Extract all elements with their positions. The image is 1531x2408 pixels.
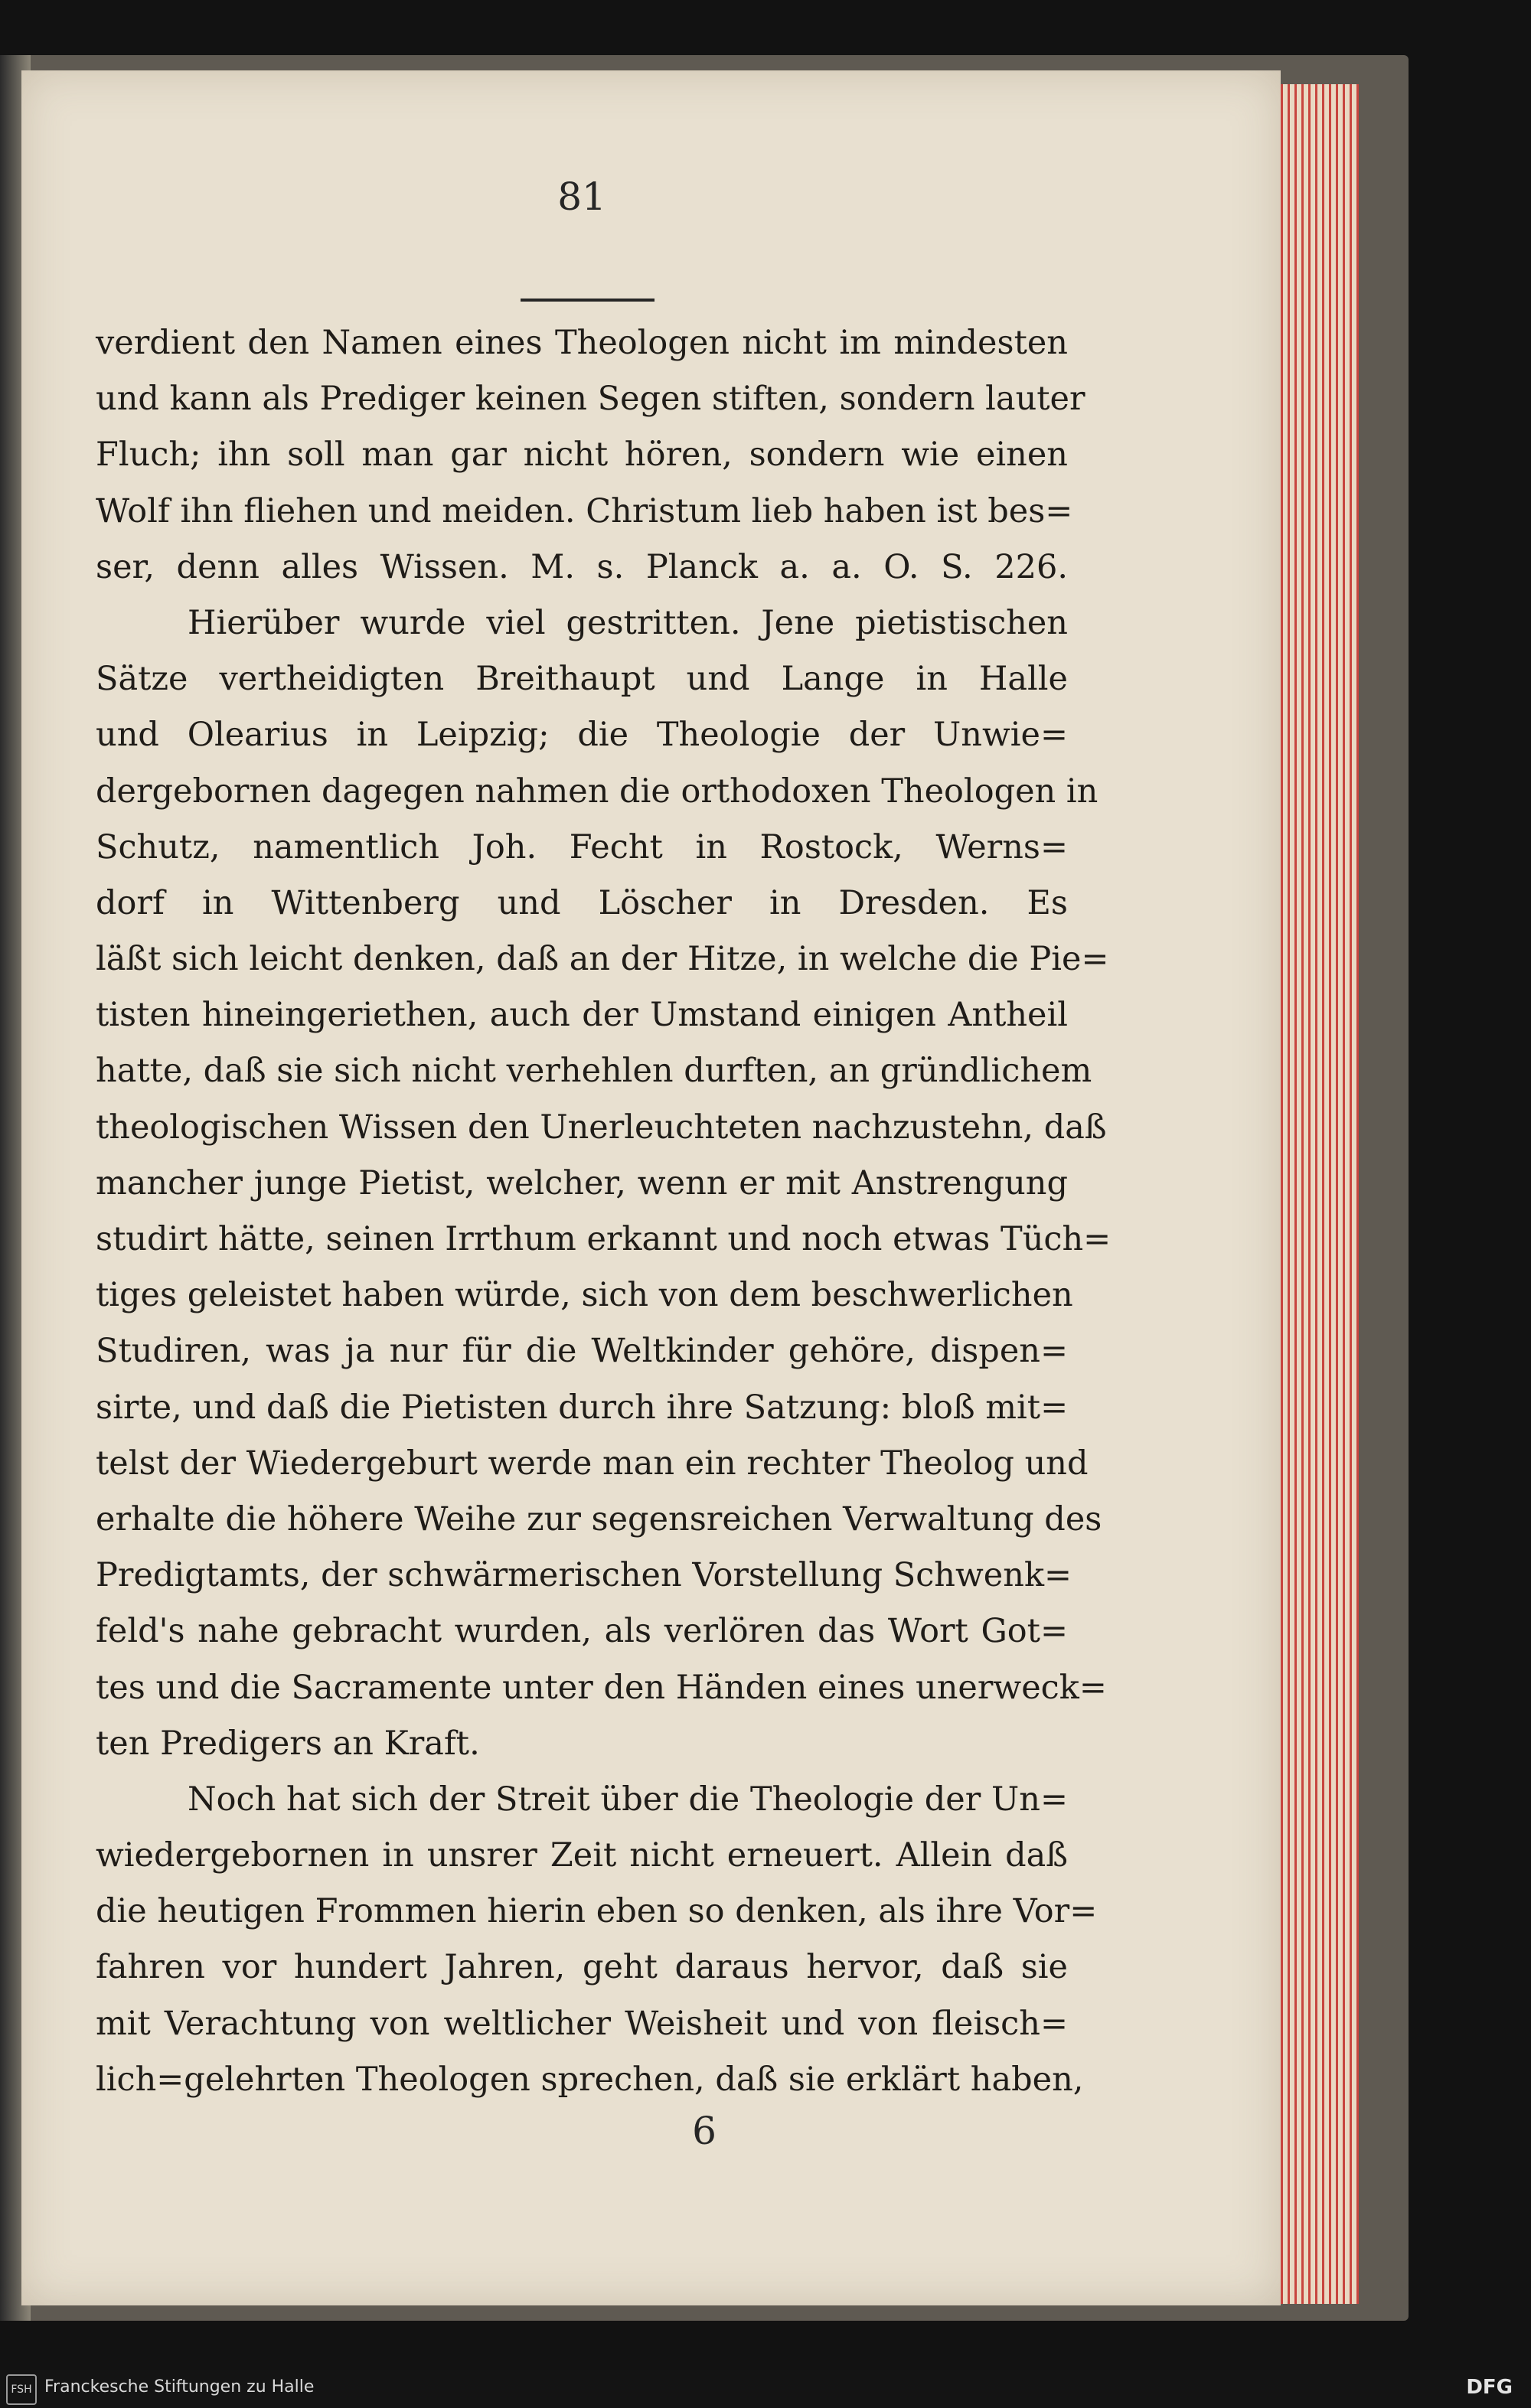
text-line: die heutigen Frommen hierin eben so denken, als ihre Vor= (96, 1892, 1098, 1931)
institution-logo-icon: FSH (6, 2374, 37, 2405)
text-line: tes und die Sacramente unter den Händen eines unerweck= (96, 1668, 1107, 1707)
text-line: Noch hat sich der Streit über die Theologie der Un= (188, 1780, 1068, 1819)
text-line: Studiren, was ja nur für die Weltkinder gehöre, dispen= (96, 1332, 1068, 1371)
text-line: Wolf ihn fliehen und meiden. Christum lieb haben ist bes= (96, 491, 1073, 530)
text-line: Fluch; ihn soll man gar nicht hören, sondern wie einen (96, 436, 1068, 475)
text-line: ser, denn alles Wissen. M. s. Planck a. a. O. S. 226. (96, 547, 1068, 586)
text-line: dergebornen dagegen nahmen die orthodoxen Theologen in (96, 772, 1098, 811)
text-line: theologischen Wissen den Unerleuchteten nachzustehn, daß (96, 1108, 1107, 1147)
text-line: tiges geleistet haben würde, sich von dem beschwerlichen (96, 1276, 1073, 1315)
text-line: fahren vor hundert Jahren, geht daraus hervor, daß sie (96, 1948, 1068, 1987)
institution-name: Franckesche Stiftungen zu Halle (44, 2377, 315, 2397)
text-line: und kann als Prediger keinen Segen stiften, sondern lauter (96, 380, 1085, 419)
red-page-edges (1267, 84, 1359, 2304)
dfg-logo: DFG (1466, 2376, 1513, 2399)
footer-bar (0, 2370, 1531, 2408)
text-line: tisten hineingeriethen, auch der Umstand einigen Antheil (96, 996, 1068, 1035)
text-line: Hierüber wurde viel gestritten. Jene pietistischen (188, 603, 1068, 642)
signature-mark: 6 (692, 2109, 717, 2153)
text-line: dorf in Wittenberg und Löscher in Dresden. Es (96, 883, 1068, 922)
text-line: studirt hätte, seinen Irrthum erkannt und noch etwas Tüch= (96, 1220, 1112, 1258)
text-line: verdient den Namen eines Theologen nicht im mindesten (96, 324, 1068, 362)
text-line: erhalte die höhere Weihe zur segensreichen Verwaltung des (96, 1499, 1102, 1538)
text-line: Schutz, namentlich Joh. Fecht in Rostock, Werns= (96, 827, 1068, 866)
text-line: wiedergebornen in unsrer Zeit nicht erneuert. Allein daß (96, 1836, 1068, 1875)
text-line: ten Predigers an Kraft. (96, 1724, 480, 1763)
text-line: sirte, und daß die Pietisten durch ihre Satzung: bloß mit= (96, 1388, 1069, 1427)
text-line: mit Verachtung von weltlicher Weisheit und von fleisch= (96, 2004, 1068, 2043)
header-rule (521, 299, 655, 302)
text-line: Sätze vertheidigten Breithaupt und Lange in Halle (96, 660, 1068, 699)
text-line: läßt sich leicht denken, daß an der Hitze, in welche die Pie= (96, 940, 1109, 979)
text-line: feld's nahe gebracht wurden, als verlören das Wort Got= (96, 1612, 1068, 1651)
text-line: lich=gelehrten Theologen sprechen, daß sie erklärt haben, (96, 2060, 1084, 2099)
page-number: 81 (557, 175, 606, 219)
text-line: Predigtamts, der schwärmerischen Vorstellung Schwenk= (96, 1556, 1072, 1595)
text-line: mancher junge Pietist, welcher, wenn er mit Anstrengung (96, 1163, 1068, 1202)
text-line: telst der Wiedergeburt werde man ein rechter Theolog und (96, 1444, 1089, 1483)
text-line: und Olearius in Leipzig; die Theologie der Unwie= (96, 716, 1068, 755)
text-line: hatte, daß sie sich nicht verhehlen durften, an gründlichem (96, 1052, 1092, 1091)
body-text (96, 315, 1112, 2108)
